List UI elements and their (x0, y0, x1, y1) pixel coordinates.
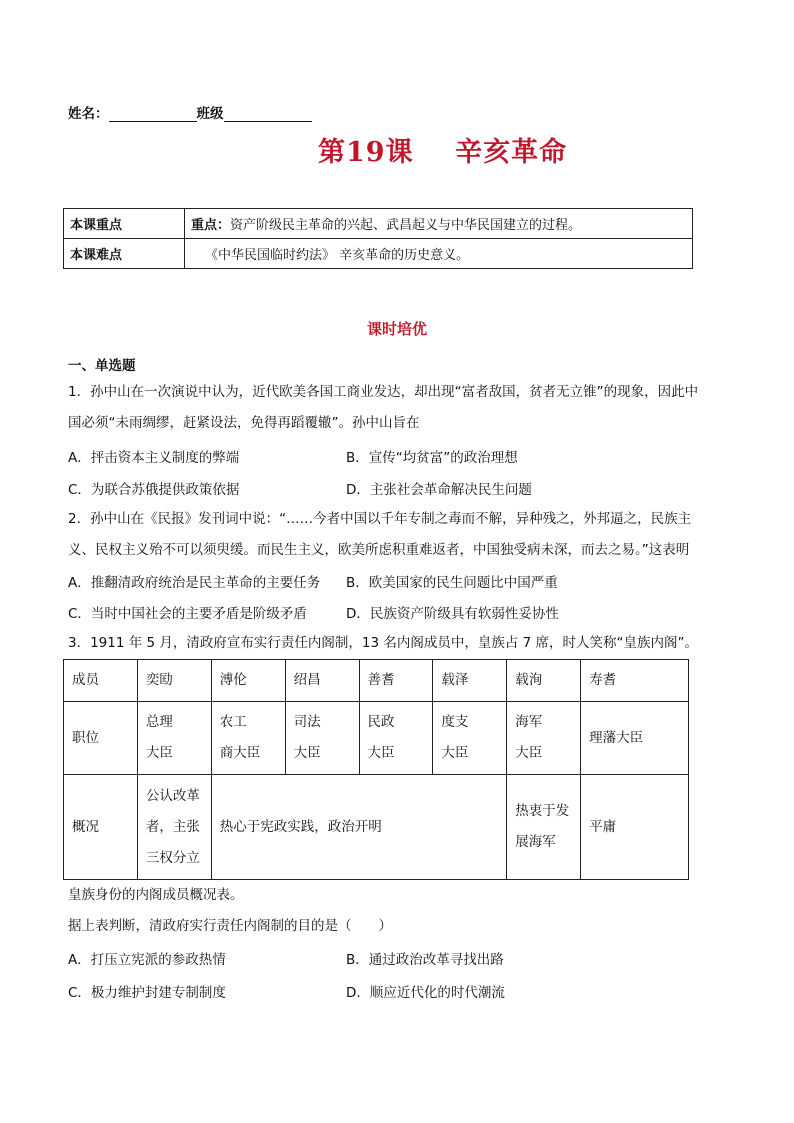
position-cell (581, 702, 689, 775)
overview-line: 者，主张 (145, 818, 200, 835)
name-class-line (68, 102, 312, 122)
position-line: 总理 (145, 714, 173, 730)
q3-line-1: 3．1911 年 5 月，清政府宣布实行责任内阁制，13 名内阁成员中，皇族占 7 席，时人笑称“皇族内阁”。 (68, 635, 699, 651)
difficulty-content (185, 239, 693, 269)
table-row (64, 239, 693, 269)
q3-option-a[interactable]: A．打压立宪派的参政热情 (68, 952, 226, 968)
position-line: 海军 (515, 714, 543, 730)
table-row (64, 702, 689, 775)
q1-option-c[interactable]: C．为联合苏俄提供政策依据 (68, 482, 240, 498)
part-heading: 一、单选题 (68, 358, 136, 374)
q3-stem: 据上表判断，清政府实行责任内阁制的目的是（ ） (68, 918, 392, 934)
q3-option-d[interactable]: D．顺应近代化的时代潮流 (346, 985, 505, 1001)
difficulty-label: 本课难点 (64, 239, 185, 269)
position-line: 大臣 (145, 745, 173, 761)
overview-line: 热衷于发 (515, 803, 570, 819)
position-line: 民政 (367, 714, 395, 730)
member-cell: 溥伦 (211, 660, 285, 702)
difficulty-text: 《中华民国临时约法》 辛亥革命的历史意义。 (205, 248, 470, 263)
position-line: 大臣 (293, 745, 321, 761)
q1-line-2: 国必须“未雨绸缪，赶紧设法，免得再蹈覆辙”。孙中山旨在 (68, 415, 420, 431)
q2-line-2: 义、民权主义殆不可以须臾缓。而民生主义，欧美所虑积重难返者，中国独受病未深，而去之易。”这表明 (68, 542, 690, 558)
q1-line-1: 1．孙中山在一次演说中认为，近代欧美各国工商业发达，却出现“富者敌国，贫者无立锥”的现象，因此中 (68, 384, 699, 400)
member-cell: 载洵 (507, 660, 581, 702)
position-line: 司法 (293, 714, 321, 730)
overview-line: 三权分立 (145, 849, 200, 866)
cabinet-table (63, 659, 689, 880)
name-blank[interactable] (109, 107, 197, 122)
position-line: 大臣 (441, 745, 469, 761)
table-row (64, 660, 689, 702)
member-cell: 寿耆 (581, 660, 689, 702)
member-cell: 奕劻 (137, 660, 211, 702)
q3-option-b[interactable]: B．通过政治改革寻找出路 (346, 952, 504, 968)
q1-option-b[interactable]: B．宣传“均贫富”的政治理想 (346, 450, 518, 466)
key-point-prefix: 重点： (191, 218, 231, 233)
table-row (64, 209, 693, 239)
position-line: 商大臣 (219, 745, 261, 761)
name-label: 姓名： (68, 106, 109, 122)
key-point-label: 本课重点 (64, 209, 185, 239)
member-cell: 善耆 (359, 660, 433, 702)
overview-line: 展海军 (515, 834, 556, 850)
position-cell (359, 702, 433, 775)
position-line: 大臣 (515, 745, 543, 761)
overview-cell: 平庸 (581, 775, 689, 880)
class-label: 班级 (196, 106, 224, 122)
lesson-title: 第19课 辛亥革命 (318, 137, 568, 168)
class-blank[interactable] (224, 107, 312, 122)
overview-cell (507, 775, 581, 880)
q2-line-1: 2．孙中山在《民报》发刊词中说：“……今者中国以千年专制之毒而不解，异种残之，外邦逼之，民族主 (68, 511, 692, 527)
position-cell (285, 702, 359, 775)
position-cell (211, 702, 285, 775)
overview-cell (137, 775, 211, 880)
table-caption: 皇族身份的内阁成员概况表。 (68, 887, 244, 903)
position-line: 度支 (441, 714, 469, 730)
member-cell: 载泽 (433, 660, 507, 702)
q2-option-c[interactable]: C．当时中国社会的主要矛盾是阶级矛盾 (68, 606, 307, 622)
position-cell (137, 702, 211, 775)
overview-header: 概况 (64, 775, 138, 880)
position-line: 理藩大臣 (589, 729, 644, 746)
table-row (64, 775, 689, 880)
q2-option-b[interactable]: B．欧美国家的民生问题比中国严重 (346, 575, 558, 591)
overview-line: 公认改革 (145, 787, 200, 804)
position-header: 职位 (64, 702, 138, 775)
overview-cell: 热心于宪政实践，政治开明 (211, 775, 507, 880)
position-cell (433, 702, 507, 775)
q3-option-c[interactable]: C．极力维护封建专制制度 (68, 985, 226, 1001)
q2-option-a[interactable]: A．推翻清政府统治是民主革命的主要任务 (68, 575, 321, 591)
member-cell: 绍昌 (285, 660, 359, 702)
q1-option-a[interactable]: A．抨击资本主义制度的弊端 (68, 450, 240, 466)
key-point-content (185, 209, 693, 239)
position-line: 农工 (219, 714, 247, 730)
position-cell (507, 702, 581, 775)
members-header: 成员 (64, 660, 138, 702)
section-title: 课时培优 (366, 320, 427, 338)
q2-option-d[interactable]: D．民族资产阶级具有软弱性妥协性 (346, 606, 559, 622)
position-line: 大臣 (367, 745, 395, 761)
q1-option-d[interactable]: D．主张社会革命解决民生问题 (346, 482, 532, 498)
key-points-table (63, 208, 693, 269)
key-point-text: 资产阶级民主革命的兴起、武昌起义与中华民国建立的过程。 (230, 218, 582, 233)
